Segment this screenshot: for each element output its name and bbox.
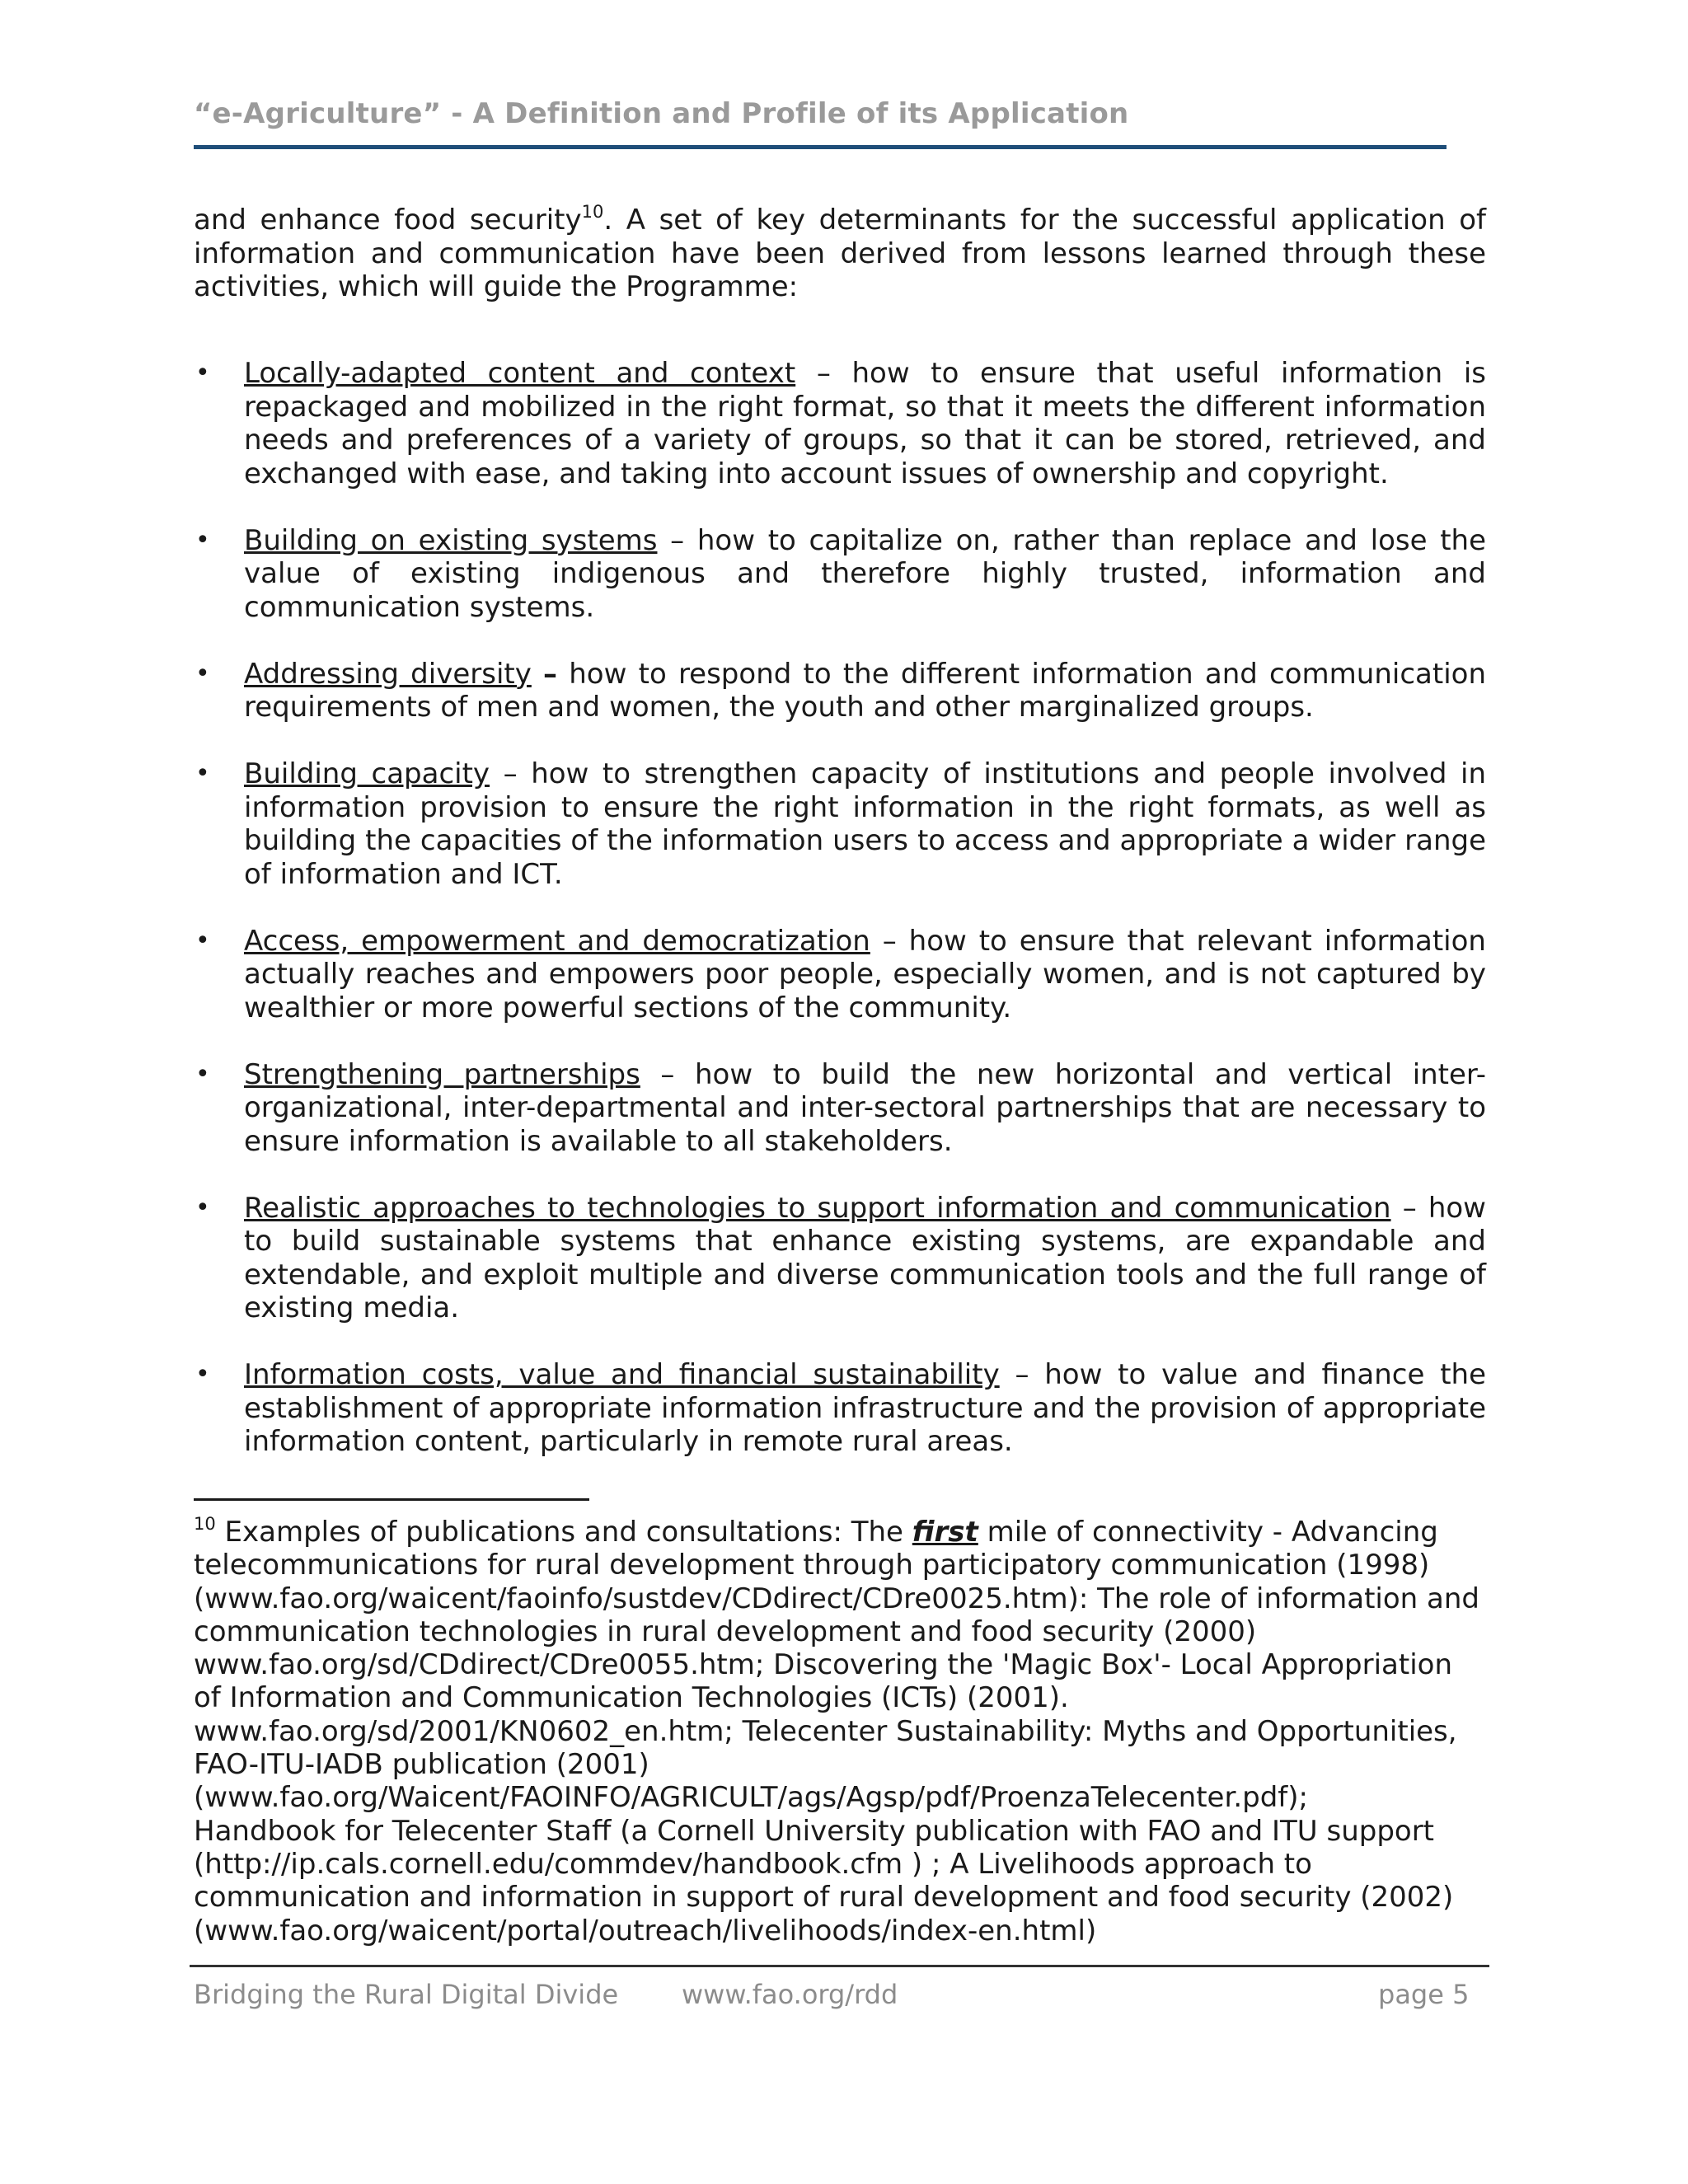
list-item-text: how to build sustainable systems that enhance existing systems, are expandable and extendable, and exploit multiple and diverse communication tools and the full range of existing media. <box>244 1191 1486 1324</box>
list-item-title: Building on existing systems <box>244 523 658 557</box>
header-divider <box>194 145 1447 149</box>
list-item <box>194 757 1486 891</box>
list-item-text: how to ensure that relevant information actually reaches and empowers poor people, especially women, and is not captured by wealthier or more powerful sections of the community. <box>244 924 1486 1024</box>
bullet-icon: • <box>195 525 210 555</box>
footer-website-link[interactable]: www.fao.org/rdd <box>682 1979 898 2010</box>
footnote-number: 10 <box>194 1513 216 1534</box>
footnote-line: www.fao.org/sd/2001/KN0602_en.htm; Telecenter Sustainability: Myths and Opportunities, <box>194 1714 1457 1748</box>
bullet-icon: • <box>195 1360 210 1389</box>
footnote-line: communication and information in support of rural development and food security (2002) <box>194 1881 1454 1915</box>
intro-paragraph <box>194 201 1486 304</box>
list-item-dash: – <box>670 523 685 557</box>
list-item-dash: – <box>1015 1358 1029 1391</box>
bullet-icon: • <box>195 926 210 955</box>
list-item-title: Strengthening partnerships <box>244 1057 640 1091</box>
list-item-title: Realistic approaches to technologies to support information and communication <box>244 1191 1391 1225</box>
footnote-line: of Information and Communication Technologies (ICTs) (2001). <box>194 1681 1069 1715</box>
list-item <box>194 1058 1486 1159</box>
running-header-title: “e-Agriculture” - A Definition and Profile of its Application <box>194 97 1129 130</box>
footnote-line <box>194 1513 1486 1549</box>
list-item-title: Building capacity <box>244 757 490 790</box>
footnote-line: (www.fao.org/waicent/portal/outreach/livelihoods/index-en.html) <box>194 1914 1097 1947</box>
bullet-icon: • <box>195 359 210 387</box>
bullet-icon: • <box>195 1059 210 1089</box>
list-item-dash: – <box>1402 1191 1417 1225</box>
list-item-dash: – <box>503 757 518 790</box>
footer-divider <box>190 1965 1489 1967</box>
footer-publication-title: Bridging the Rural Digital Divide <box>194 1979 619 2010</box>
list-item <box>194 658 1486 724</box>
list-item-title: Addressing diversity <box>244 657 532 691</box>
footnote-line: Handbook for Telecenter Staff (a Cornell University publication with FAO and ITU support <box>194 1814 1435 1848</box>
footnote-text-start: Examples of publications and consultations: The <box>215 1516 912 1549</box>
footnote-line: telecommunications for rural development through participatory communication (1998) <box>194 1549 1430 1582</box>
list-item-text: how to build the new horizontal and vertical inter-organizational, inter-departmental and inter-sectoral partnerships that are necessary to ensure information is available to all stakeholders. <box>244 1057 1487 1158</box>
intro-text-start: and enhance food security <box>194 204 582 237</box>
list-item <box>194 524 1486 625</box>
list-item <box>194 1358 1486 1459</box>
list-item-text: how to capitalize on, rather than replace and lose the value of existing indigenous and therefore highly trusted, information and communication systems. <box>244 523 1486 624</box>
list-item <box>194 925 1486 1025</box>
footnote-line: www.fao.org/sd/CDdirect/CDre0055.htm; Discovering the 'Magic Box'- Local Appropriation <box>194 1648 1453 1682</box>
list-item <box>194 1192 1486 1325</box>
footnote-line: (www.fao.org/waicent/faoinfo/sustdev/CDdirect/CDre0025.htm): The role of information and <box>194 1582 1479 1615</box>
footnote <box>194 1513 1486 1947</box>
list-item-dash: – <box>882 924 897 958</box>
determinants-list <box>194 357 1486 1492</box>
list-item-title: Locally-adapted content and context <box>244 357 796 390</box>
footnote-emphasis: first <box>912 1516 978 1549</box>
list-item-text: how to value and finance the establishment of appropriate information infrastructure and the provision of appropriate information content, particularly in remote rural areas. <box>244 1358 1486 1458</box>
footnote-text-rest: mile of connectivity - Advancing <box>978 1516 1438 1549</box>
bullet-icon: • <box>195 1193 210 1222</box>
list-item-dash: – <box>660 1057 675 1091</box>
list-item-dash: – <box>816 357 831 390</box>
list-item-text: how to respond to the different information and communication requirements of men and women, the youth and other marginalized groups. <box>244 657 1486 724</box>
footnote-line: FAO-ITU-IADB publication (2001) <box>194 1748 649 1782</box>
footnote-line: (http://ip.cals.cornell.edu/commdev/handbook.cfm ) ; A Livelihoods approach to <box>194 1847 1312 1881</box>
bullet-icon: • <box>195 759 210 788</box>
footnote-line: communication technologies in rural development and food security (2000) <box>194 1615 1257 1648</box>
list-item-title: Information costs, value and financial sustainability <box>244 1358 1000 1391</box>
list-item <box>194 357 1486 490</box>
bullet-icon: • <box>195 658 210 688</box>
footnote-separator <box>194 1498 589 1501</box>
intro-text-end: . A set of key determinants for the successful application of information and communication have been derived from lessons learned through these activities, which will guide the Programme: <box>194 204 1486 303</box>
footnote-line: (www.fao.org/Waicent/FAOINFO/AGRICULT/ags/Agsp/pdf/ProenzaTelecenter.pdf); <box>194 1781 1308 1815</box>
list-item-title: Access, empowerment and democratization <box>244 924 870 958</box>
footer-page-number: page 5 <box>1378 1979 1470 2010</box>
list-item-dash: – <box>543 657 558 691</box>
footnote-reference[interactable]: 10 <box>581 201 604 222</box>
list-item-text: how to ensure that useful information is repackaged and mobilized in the right format, so that it meets the different information needs and preferences of a variety of groups, so that it can be stored, retrieved, and exchanged with ease, and taking into account issues of ownership and copyright. <box>244 357 1487 490</box>
list-item-text: how to strengthen capacity of institutions and people involved in information provision to ensure the right information in the right formats, as well as building the capacities of the information users to access and appropriate a wider range of information and ICT. <box>244 757 1487 891</box>
